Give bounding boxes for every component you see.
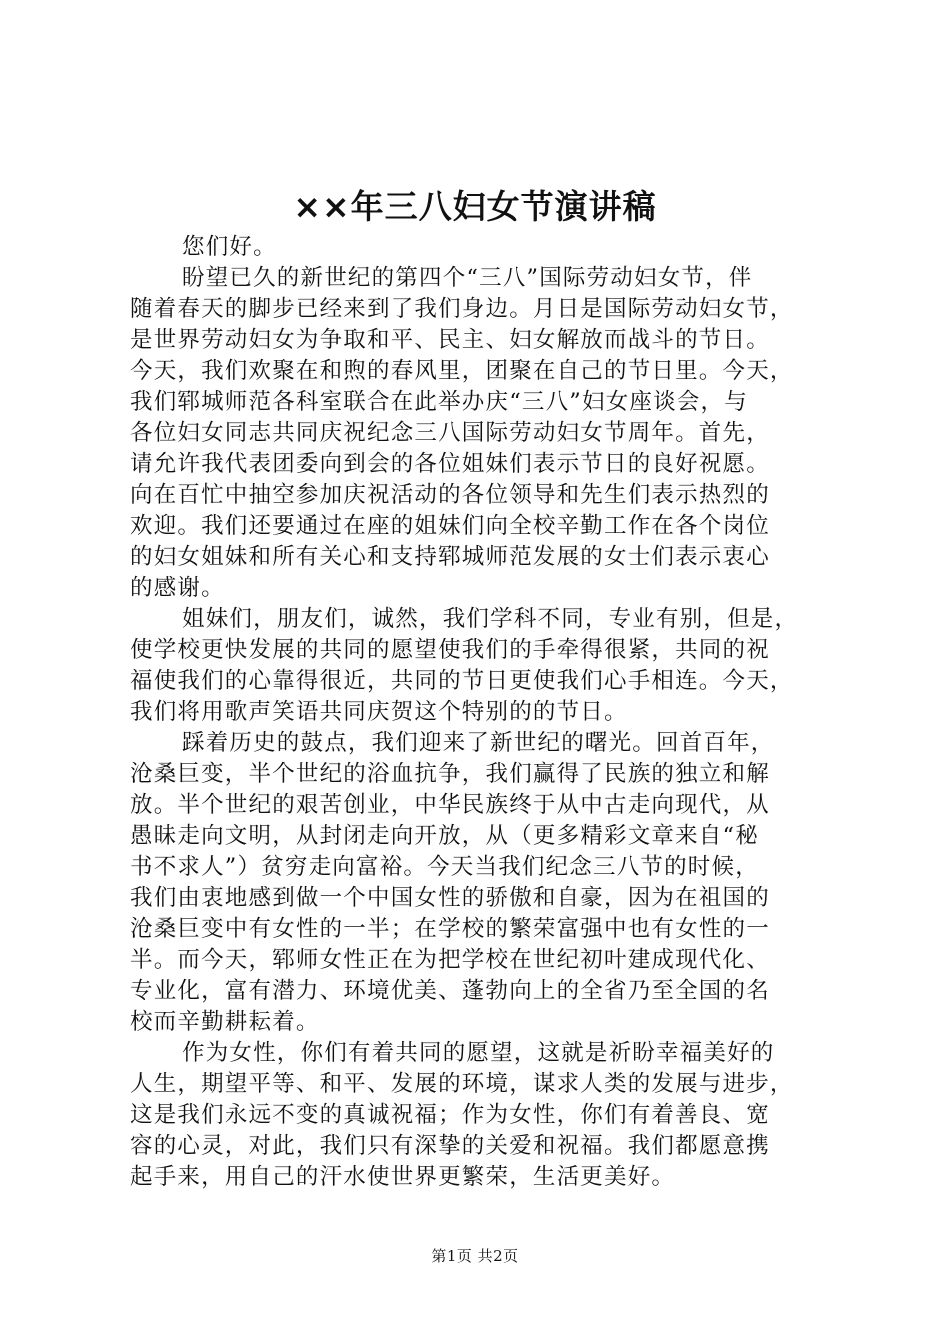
body-line: 的感谢。 bbox=[130, 575, 225, 601]
body-line: 容的心灵，对此，我们只有深挚的关爱和祝福。我们都愿意携 bbox=[130, 1133, 770, 1159]
body-line: 我们将用歌声笑语共同庆贺这个特别的的节日。 bbox=[130, 699, 628, 725]
body-line: 今天，我们欢聚在和煦的春风里，团聚在自己的节日里。今天， bbox=[130, 358, 794, 384]
body-line: 盼望已久的新世纪的第四个“三八”国际劳动妇女节，伴 bbox=[182, 265, 753, 291]
speech-body bbox=[130, 232, 830, 1193]
body-line: 愚昧走向文明，从封闭走向开放，从（更多精彩文章来自“秘 bbox=[130, 823, 759, 849]
body-line: 起手来，用自己的汗水使世界更繁荣，生活更美好。 bbox=[130, 1164, 676, 1190]
body-line: 姐妹们，朋友们，诚然，我们学科不同，专业有别，但是， bbox=[182, 606, 799, 632]
page-footer: 第1页 共2页 bbox=[431, 1247, 519, 1265]
body-line: 书不求人”）贫穷走向富裕。今天当我们纪念三八节的时候， bbox=[130, 854, 759, 880]
body-line: 欢迎。我们还要通过在座的姐妹们向全校辛勤工作在各个岗位 bbox=[130, 513, 770, 539]
body-line: 随着春天的脚步已经来到了我们身边。月日是国际劳动妇女节， bbox=[130, 296, 794, 322]
body-line: 的妇女姐妹和所有关心和支持郓城师范发展的女士们表示衷心 bbox=[130, 544, 770, 570]
body-line: 校而辛勤耕耘着。 bbox=[130, 1009, 320, 1035]
body-line: 福使我们的心靠得很近，共同的节日更使我们心手相连。今天， bbox=[130, 668, 794, 694]
page-title: ××年三八妇女节演讲稿 bbox=[293, 187, 657, 226]
body-line: 踩着历史的鼓点，我们迎来了新世纪的曙光。回首百年， bbox=[182, 730, 775, 756]
body-line: 我们由衷地感到做一个中国女性的骄傲和自豪，因为在祖国的 bbox=[130, 885, 770, 911]
body-line: 作为女性，你们有着共同的愿望，这就是祈盼幸福美好的 bbox=[182, 1040, 775, 1066]
body-line: 沧桑巨变，半个世纪的浴血抗争，我们赢得了民族的独立和解 bbox=[130, 761, 770, 787]
body-line: 向在百忙中抽空参加庆祝活动的各位领导和先生们表示热烈的 bbox=[130, 482, 770, 508]
body-line: 我们郓城师范各科室联合在此举办庆“三八”妇女座谈会，与 bbox=[130, 389, 748, 415]
body-line: 半。而今天，郓师女性正在为把学校在世纪初叶建成现代化、 bbox=[130, 947, 770, 973]
body-line: 放。半个世纪的艰苦创业，中华民族终于从中古走向现代，从 bbox=[130, 792, 770, 818]
body-line: 请允许我代表团委向到会的各位姐妹们表示节日的良好祝愿。 bbox=[130, 451, 770, 477]
body-line: 使学校更快发展的共同的愿望使我们的手牵得很紧，共同的祝 bbox=[130, 637, 770, 663]
body-line: 是世界劳动妇女为争取和平、民主、妇女解放而战斗的节日。 bbox=[130, 327, 770, 353]
body-line: 各位妇女同志共同庆祝纪念三八国际劳动妇女节周年。首先， bbox=[130, 420, 770, 446]
body-line: 沧桑巨变中有女性的一半；在学校的繁荣富强中也有女性的一 bbox=[130, 916, 770, 942]
body-line: 人生，期望平等、和平、发展的环境，谋求人类的发展与进步， bbox=[130, 1071, 794, 1097]
body-line: 这是我们永远不变的真诚祝福；作为女性，你们有着善良、宽 bbox=[130, 1102, 770, 1128]
body-line: 专业化，富有潜力、环境优美、蓬勃向上的全省乃至全国的名 bbox=[130, 978, 770, 1004]
body-line: 您们好。 bbox=[182, 234, 277, 260]
